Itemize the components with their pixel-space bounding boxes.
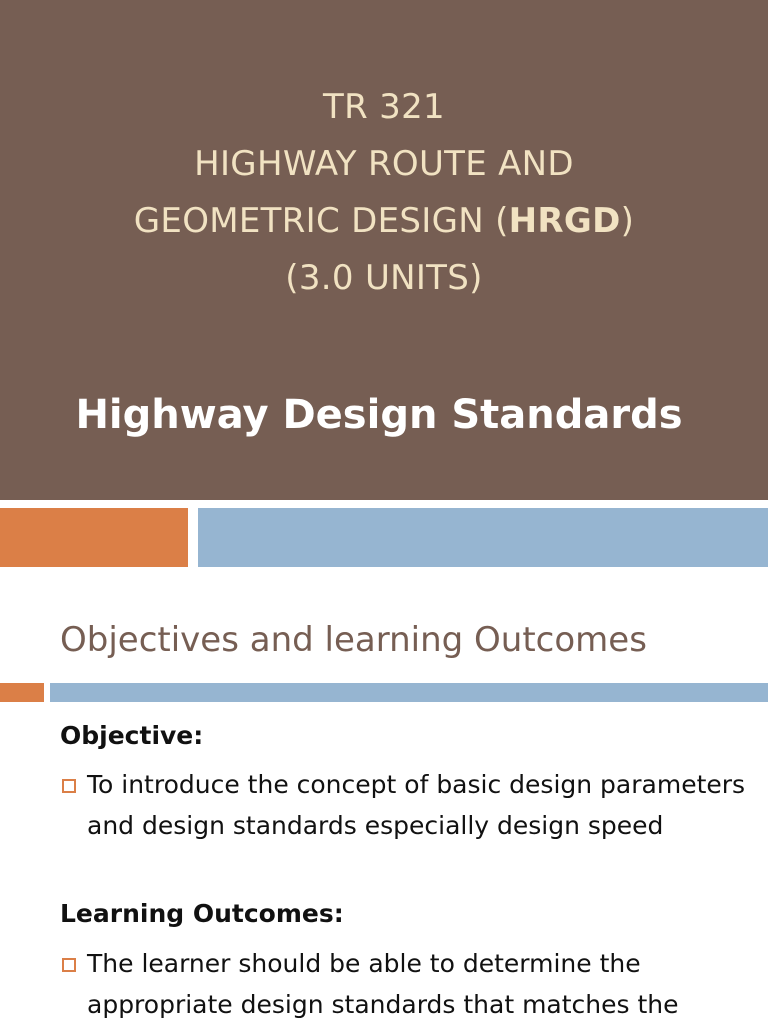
square-bullet-icon	[62, 958, 76, 972]
course-units: (3.0 UNITS)	[285, 258, 483, 298]
slide-topic-heading: Highway Design Standards	[75, 392, 683, 438]
title-slide	[0, 0, 768, 500]
list-item	[60, 764, 750, 846]
content-slide-title: Objectives and learning Outcomes	[60, 620, 647, 660]
learning-outcomes-heading: Learning Outcomes:	[60, 899, 344, 928]
list-item	[60, 943, 750, 1024]
course-name-line-2-end: )	[620, 201, 635, 241]
course-title-block	[0, 79, 768, 307]
objective-heading: Objective:	[60, 721, 204, 750]
course-name-line-2-start: GEOMETRIC DESIGN (	[133, 201, 509, 241]
course-code: TR 321	[323, 87, 445, 127]
orange-divider-bar	[0, 683, 44, 702]
blue-accent-bar	[198, 508, 768, 567]
course-name-line-2	[0, 193, 768, 250]
learning-outcome-text: The learner should be able to determine the appropriate design standards that matches the	[87, 949, 679, 1019]
course-abbreviation: HRGD	[508, 201, 621, 241]
objective-text: To introduce the concept of basic design parameters and design standards especially design speed	[87, 770, 746, 840]
square-bullet-icon	[62, 779, 76, 793]
course-name-line-1: HIGHWAY ROUTE AND	[194, 144, 574, 184]
orange-accent-bar	[0, 508, 188, 567]
blue-divider-bar	[50, 683, 768, 702]
